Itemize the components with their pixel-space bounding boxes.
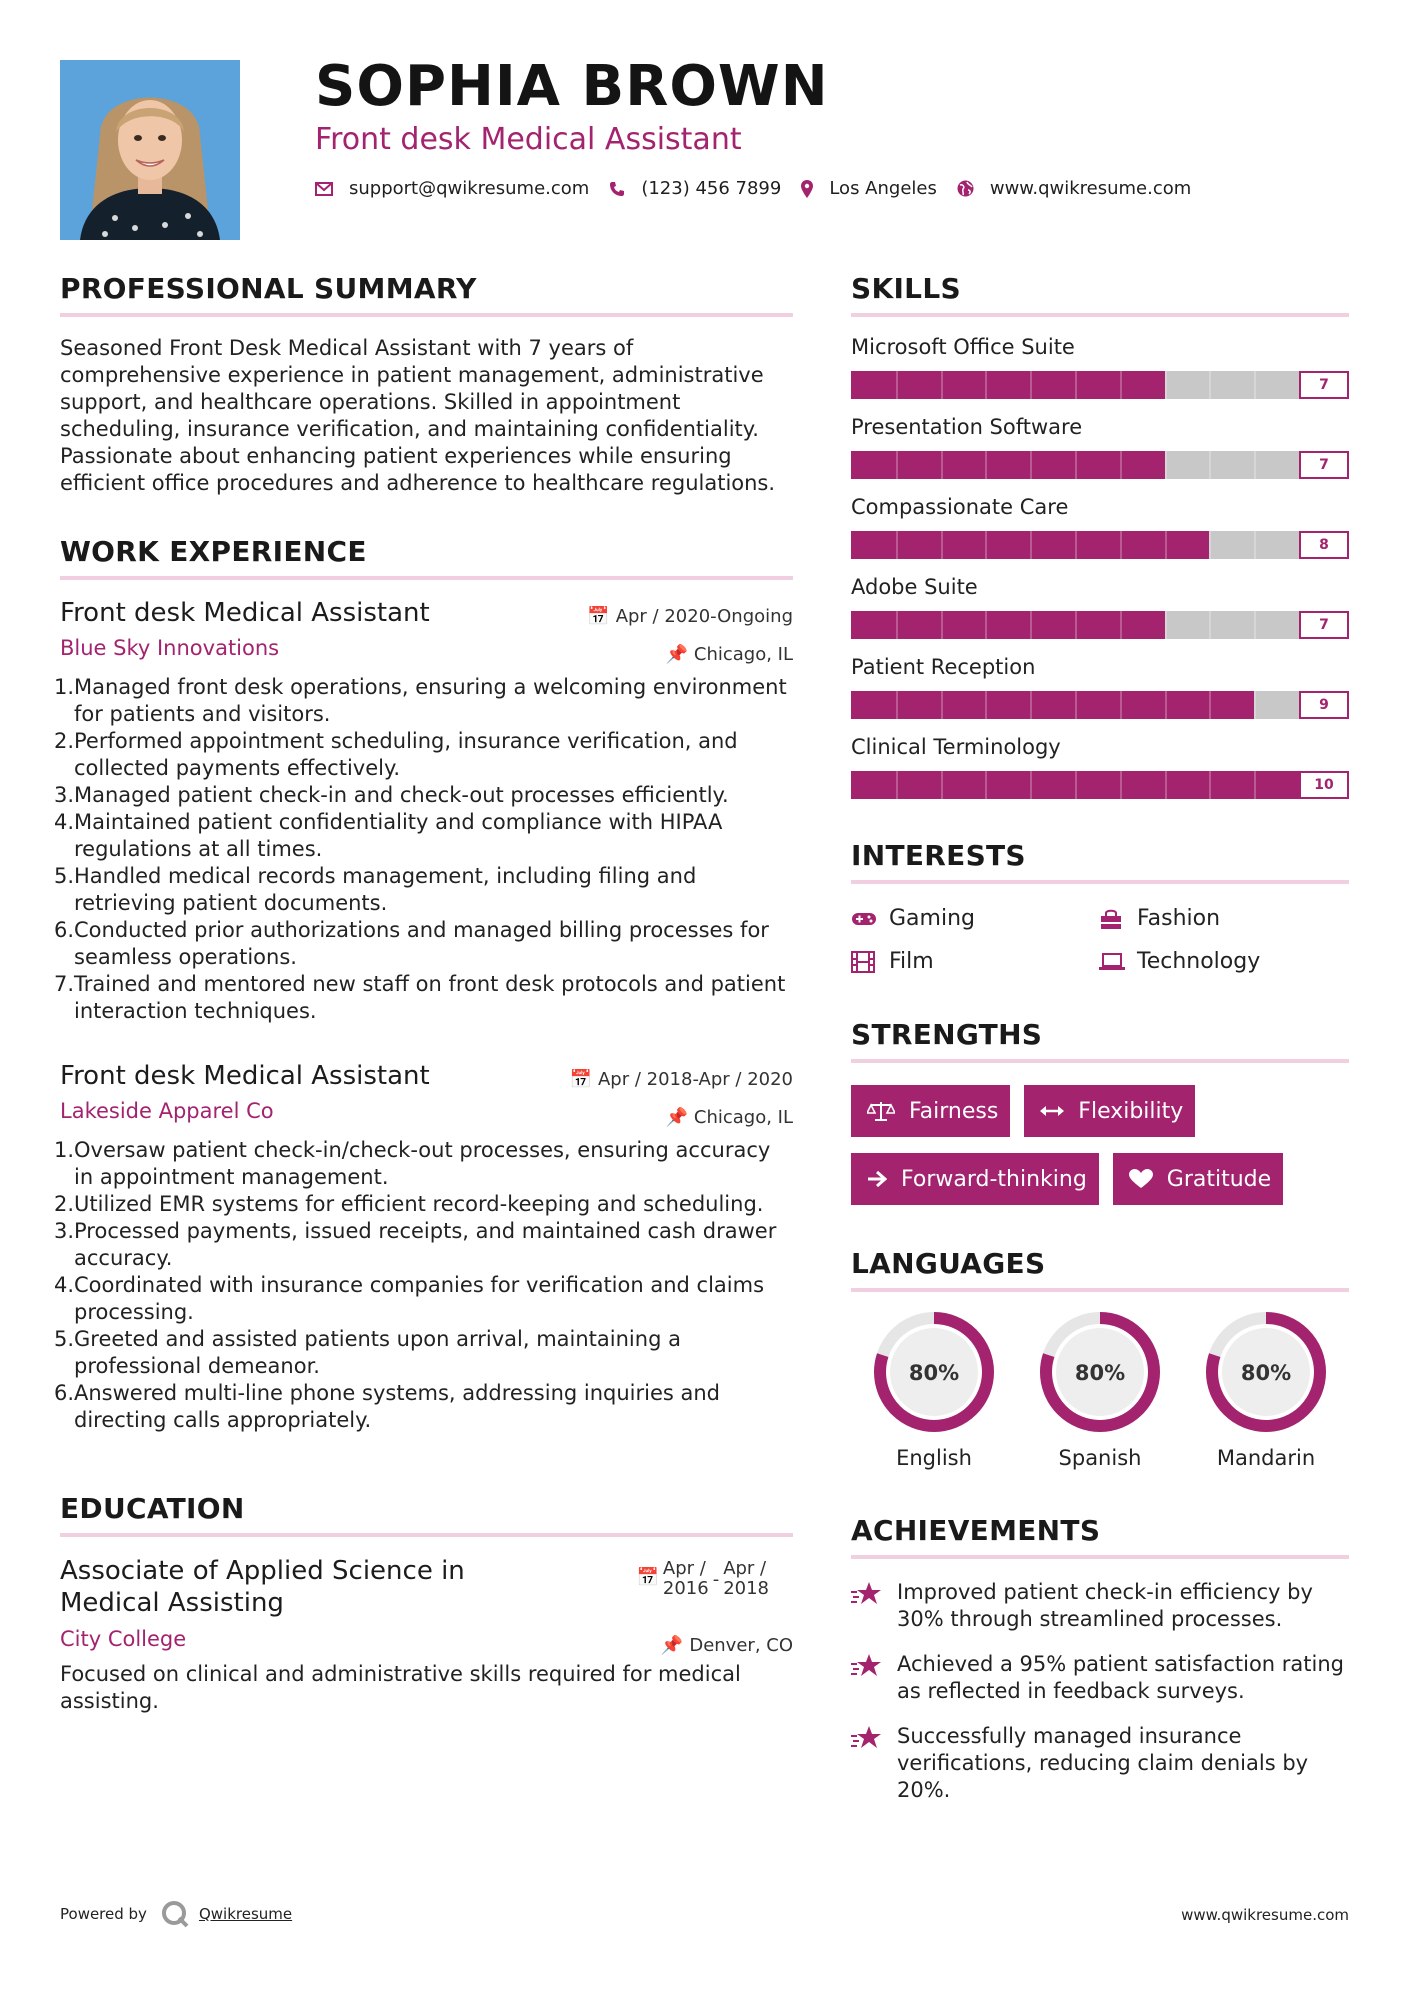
interest-item xyxy=(1099,906,1349,931)
skill-value: 9 xyxy=(1299,691,1349,719)
skill-segment-divider xyxy=(1075,531,1077,559)
calendar-icon: 📅 xyxy=(636,1567,659,1588)
strength-label: Forward-thinking xyxy=(901,1166,1087,1192)
contact-location xyxy=(801,178,937,199)
phone-icon xyxy=(609,181,625,197)
skill-bar xyxy=(851,451,1349,479)
gamepad-icon xyxy=(851,911,889,927)
skill-segment-divider xyxy=(985,531,987,559)
skill-segment-divider xyxy=(1165,531,1167,559)
skill-value: 10 xyxy=(1299,771,1349,799)
skills-section xyxy=(851,272,1349,799)
skill-value: 7 xyxy=(1299,451,1349,479)
section-divider xyxy=(60,576,793,580)
skill-segment-divider xyxy=(941,451,943,479)
strengths-title: STRENGTHS xyxy=(851,1018,1043,1051)
qwikresume-link[interactable]: Qwikresume xyxy=(198,1905,293,1923)
job-location xyxy=(665,644,793,665)
strength-tag xyxy=(1113,1153,1283,1205)
interests-list xyxy=(851,906,1349,974)
skill-segment-divider xyxy=(896,531,898,559)
job-company: Blue Sky Innovations xyxy=(60,636,280,660)
skills-title: SKILLS xyxy=(851,272,961,305)
job-entry xyxy=(54,598,793,1025)
languages-section xyxy=(851,1247,1349,1470)
pin-icon: 📌 xyxy=(665,1107,688,1128)
skill-bar xyxy=(851,691,1349,719)
skill-segment-divider xyxy=(1120,771,1122,799)
interest-label: Fashion xyxy=(1137,906,1221,931)
list-item: 6. Conducted prior authorizations and managed billing processes for seamless operations. xyxy=(54,918,769,969)
interest-label: Gaming xyxy=(889,906,975,931)
education-start: Apr / 2016 xyxy=(662,1558,709,1599)
strength-label: Gratitude xyxy=(1166,1166,1272,1192)
interest-item xyxy=(851,949,1099,974)
phone-text: (123) 456 7899 xyxy=(641,178,782,199)
list-item: 2. Performed appointment scheduling, insurance verification, and collected payments effectively. xyxy=(54,729,738,780)
skill-bar xyxy=(851,371,1349,399)
language-percent: 80% xyxy=(1240,1361,1292,1385)
calendar-icon: 📅 xyxy=(587,606,610,627)
skill-segment-divider xyxy=(1165,451,1167,479)
skill-item xyxy=(851,495,1349,559)
interest-label: Technology xyxy=(1137,949,1261,974)
job-date xyxy=(587,606,793,627)
education-entry xyxy=(60,1555,793,1715)
interests-title: INTERESTS xyxy=(851,839,1026,872)
section-divider xyxy=(60,313,793,317)
skill-segment-divider xyxy=(1075,691,1077,719)
job-location-text: Chicago, IL xyxy=(693,1107,793,1128)
skill-segment-divider xyxy=(1120,611,1122,639)
qwikresume-logo-icon xyxy=(161,1900,189,1928)
education-end: Apr / 2018 xyxy=(723,1558,769,1599)
map-marker-icon xyxy=(801,180,813,198)
skill-segment-divider xyxy=(1254,611,1256,639)
skill-segment-divider xyxy=(941,771,943,799)
star-award-icon xyxy=(851,1723,897,1804)
calendar-icon: 📅 xyxy=(569,1069,592,1090)
education-description: Focused on clinical and administrative skills required for medical assisting. xyxy=(60,1662,741,1713)
education-title: EDUCATION xyxy=(60,1492,245,1525)
job-location xyxy=(665,1107,793,1128)
skills-list xyxy=(851,335,1349,799)
skill-segment-divider xyxy=(1030,691,1032,719)
skill-label: Clinical Terminology xyxy=(851,735,1061,759)
job-date-text: Apr / 2018-Apr / 2020 xyxy=(597,1069,793,1090)
language-name: Mandarin xyxy=(1216,1446,1316,1470)
skill-fill xyxy=(851,371,1165,399)
strength-tag xyxy=(851,1085,1010,1137)
skill-segment-divider xyxy=(896,611,898,639)
job-location-text: Chicago, IL xyxy=(693,644,793,665)
skill-bar xyxy=(851,531,1349,559)
school-name: City College xyxy=(60,1627,187,1651)
footer-website[interactable]: www.qwikresume.com xyxy=(1181,1906,1349,1924)
balance-scale-icon xyxy=(867,1100,895,1122)
achievement-item xyxy=(851,1579,1349,1633)
envelope-icon xyxy=(315,182,333,196)
section-divider xyxy=(60,1533,793,1537)
skill-segment-divider xyxy=(1209,531,1211,559)
list-item: 5. Greeted and assisted patients upon arrival, maintaining a professional demeanor. xyxy=(54,1327,681,1378)
contact-bar xyxy=(315,178,1211,199)
skill-segment-divider xyxy=(1030,371,1032,399)
skill-segment-divider xyxy=(1030,451,1032,479)
strength-tag xyxy=(851,1153,1099,1205)
skill-segment-divider xyxy=(1254,691,1256,719)
skill-segment-divider xyxy=(1254,531,1256,559)
section-divider xyxy=(851,1059,1349,1063)
list-item: 2. Utilized EMR systems for efficient record-keeping and scheduling. xyxy=(54,1192,764,1216)
star-award-icon xyxy=(851,1579,897,1633)
globe-icon xyxy=(957,180,974,197)
language-item xyxy=(851,1310,1017,1470)
skill-value: 8 xyxy=(1299,531,1349,559)
interest-label: Film xyxy=(889,949,934,974)
right-column xyxy=(851,272,1349,1804)
skill-segment-divider xyxy=(1120,451,1122,479)
job-company: Lakeside Apparel Co xyxy=(60,1099,274,1123)
skill-segment-divider xyxy=(985,611,987,639)
powered-by-text: Powered by xyxy=(60,1905,147,1923)
section-divider xyxy=(851,313,1349,317)
job-title: Front desk Medical Assistant xyxy=(60,1061,430,1091)
skill-segment-divider xyxy=(1030,531,1032,559)
skill-segment-divider xyxy=(1120,691,1122,719)
education-location-text: Denver, CO xyxy=(689,1635,793,1656)
skill-segment-divider xyxy=(1209,771,1211,799)
pin-icon: 📌 xyxy=(665,644,688,665)
strength-tag xyxy=(1024,1085,1195,1137)
skill-segment-divider xyxy=(1209,691,1211,719)
skill-fill xyxy=(851,691,1254,719)
list-item: 1. Oversaw patient check-in/check-out processes, ensuring accuracy in appointment management. xyxy=(54,1138,771,1189)
experience-title: WORK EXPERIENCE xyxy=(60,535,367,568)
job-bullets xyxy=(54,1137,793,1434)
skill-segment-divider xyxy=(941,611,943,639)
strength-label: Fairness xyxy=(909,1098,999,1124)
achievement-text: Improved patient check-in efficiency by 30% through streamlined processes. xyxy=(897,1580,1313,1631)
candidate-name: SOPHIA BROWN xyxy=(315,54,829,119)
list-item: 3. Managed patient check-in and check-out processes efficiently. xyxy=(54,783,729,807)
language-item xyxy=(1183,1310,1349,1470)
pin-icon: 📌 xyxy=(660,1635,684,1656)
skill-fill xyxy=(851,611,1165,639)
languages-list xyxy=(851,1310,1349,1470)
skill-segment-divider xyxy=(1075,611,1077,639)
left-column xyxy=(54,272,793,1715)
list-item: 5. Handled medical records management, including filing and retrieving patient documents. xyxy=(54,864,697,915)
skill-label: Microsoft Office Suite xyxy=(851,335,1075,359)
strength-label: Flexibility xyxy=(1078,1098,1184,1124)
skill-segment-divider xyxy=(985,451,987,479)
arrow-right-icon xyxy=(867,1170,887,1188)
language-percent: 80% xyxy=(1074,1361,1126,1385)
language-ring xyxy=(872,1310,996,1434)
skill-item xyxy=(851,655,1349,719)
skill-segment-divider xyxy=(985,691,987,719)
list-item: 4. Coordinated with insurance companies for verification and claims processing. xyxy=(54,1273,765,1324)
email-text: support@qwikresume.com xyxy=(349,178,590,199)
strengths-section xyxy=(851,1018,1349,1221)
skill-segment-divider xyxy=(896,371,898,399)
website-text: www.qwikresume.com xyxy=(989,178,1192,199)
skill-segment-divider xyxy=(1209,371,1211,399)
skill-segment-divider xyxy=(941,691,943,719)
skill-fill xyxy=(851,451,1165,479)
skill-segment-divider xyxy=(896,451,898,479)
skill-segment-divider xyxy=(1030,611,1032,639)
list-item: 1. Managed front desk operations, ensuring a welcoming environment for patients and visitors. xyxy=(54,675,787,726)
star-award-icon xyxy=(851,1651,897,1705)
section-divider xyxy=(851,1555,1349,1559)
skill-segment-divider xyxy=(1120,371,1122,399)
shopping-bag-icon xyxy=(1099,908,1137,930)
skill-segment-divider xyxy=(1254,771,1256,799)
skill-value: 7 xyxy=(1299,371,1349,399)
summary-text: Seasoned Front Desk Medical Assistant with 7 years of comprehensive experience in patient management, administrative support, and healthcare operations. Skilled in appointment scheduling, insurance verification, and maintaining confidentiality. Passionate about enhancing patient experiences while ensuring efficient office procedures and adherence to healthcare regulations. xyxy=(60,336,776,495)
education-section xyxy=(60,1492,793,1715)
job-date-text: Apr / 2020-Ongoing xyxy=(615,606,793,627)
section-divider xyxy=(851,880,1349,884)
language-ring xyxy=(1204,1310,1328,1434)
skill-item xyxy=(851,335,1349,399)
skill-label: Presentation Software xyxy=(851,415,1083,439)
heart-icon xyxy=(1129,1169,1153,1189)
skill-segment-divider xyxy=(1165,611,1167,639)
skill-label: Adobe Suite xyxy=(851,575,978,599)
list-item: 3. Processed payments, issued receipts, and maintained cash drawer accuracy. xyxy=(54,1219,777,1270)
skill-segment-divider xyxy=(941,371,943,399)
skill-segment-divider xyxy=(1165,771,1167,799)
degree-title: Associate of Applied Science in Medical Assisting xyxy=(60,1556,465,1618)
contact-website[interactable] xyxy=(957,178,1191,199)
achievements-title: ACHIEVEMENTS xyxy=(851,1514,1101,1547)
skill-segment-divider xyxy=(1030,771,1032,799)
skill-bar xyxy=(851,611,1349,639)
arrows-horizontal-icon xyxy=(1040,1104,1064,1118)
skill-segment-divider xyxy=(1209,611,1211,639)
list-item: 7. Trained and mentored new staff on front desk protocols and patient interaction techniques. xyxy=(54,972,786,1023)
skill-segment-divider xyxy=(1165,691,1167,719)
skill-segment-divider xyxy=(1075,771,1077,799)
skill-segment-divider xyxy=(941,531,943,559)
achievement-item xyxy=(851,1723,1349,1804)
job-date xyxy=(570,1069,793,1090)
skill-segment-divider xyxy=(985,771,987,799)
profile-photo xyxy=(60,60,240,240)
skill-segment-divider xyxy=(985,371,987,399)
candidate-role: Front desk Medical Assistant xyxy=(315,122,742,157)
achievement-text: Successfully managed insurance verifications, reducing claim denials by 20%. xyxy=(897,1724,1309,1802)
achievement-item xyxy=(851,1651,1349,1705)
skill-segment-divider xyxy=(1254,371,1256,399)
achievements-section xyxy=(851,1514,1349,1804)
language-name: Spanish xyxy=(1058,1446,1142,1470)
skill-segment-divider xyxy=(1120,531,1122,559)
language-item xyxy=(1017,1310,1183,1470)
footer-powered-by xyxy=(60,1900,292,1928)
language-percent: 80% xyxy=(908,1361,960,1385)
language-ring xyxy=(1038,1310,1162,1434)
education-date xyxy=(636,1559,769,1599)
skill-segment-divider xyxy=(1075,451,1077,479)
education-location xyxy=(661,1635,793,1656)
skill-item xyxy=(851,415,1349,479)
summary-title: PROFESSIONAL SUMMARY xyxy=(60,272,477,305)
languages-title: LANGUAGES xyxy=(851,1247,1046,1280)
skill-segment-divider xyxy=(896,691,898,719)
section-divider xyxy=(851,1288,1349,1292)
language-name: English xyxy=(896,1446,972,1470)
job-bullets xyxy=(54,674,793,1025)
laptop-icon xyxy=(1099,953,1137,971)
date-separator: - xyxy=(712,1569,720,1590)
skill-segment-divider xyxy=(1165,371,1167,399)
contact-phone[interactable] xyxy=(609,178,781,199)
list-item: 6. Answered multi-line phone systems, addressing inquiries and directing calls appropriately. xyxy=(54,1381,721,1432)
interests-section xyxy=(851,839,1349,974)
location-text: Los Angeles xyxy=(829,178,937,199)
skill-bar xyxy=(851,771,1349,799)
skill-label: Compassionate Care xyxy=(851,495,1069,519)
skill-segment-divider xyxy=(1254,451,1256,479)
experience-section xyxy=(54,535,793,1434)
job-entry xyxy=(54,1061,793,1434)
skill-label: Patient Reception xyxy=(851,655,1036,679)
skill-item xyxy=(851,735,1349,799)
skill-segment-divider xyxy=(1209,451,1211,479)
list-item: 4. Maintained patient confidentiality and compliance with HIPAA regulations at all times. xyxy=(54,810,723,861)
skill-value: 7 xyxy=(1299,611,1349,639)
portrait-illustration xyxy=(60,60,240,240)
job-title: Front desk Medical Assistant xyxy=(60,598,430,628)
strengths-list xyxy=(851,1085,1349,1221)
interest-item xyxy=(851,906,1099,931)
contact-email[interactable] xyxy=(315,178,589,199)
skill-segment-divider xyxy=(896,771,898,799)
skill-item xyxy=(851,575,1349,639)
skill-segment-divider xyxy=(1075,371,1077,399)
film-icon xyxy=(851,951,889,973)
summary-section xyxy=(60,272,793,497)
interest-item xyxy=(1099,949,1349,974)
achievement-text: Achieved a 95% patient satisfaction rating as reflected in feedback surveys. xyxy=(897,1652,1344,1703)
